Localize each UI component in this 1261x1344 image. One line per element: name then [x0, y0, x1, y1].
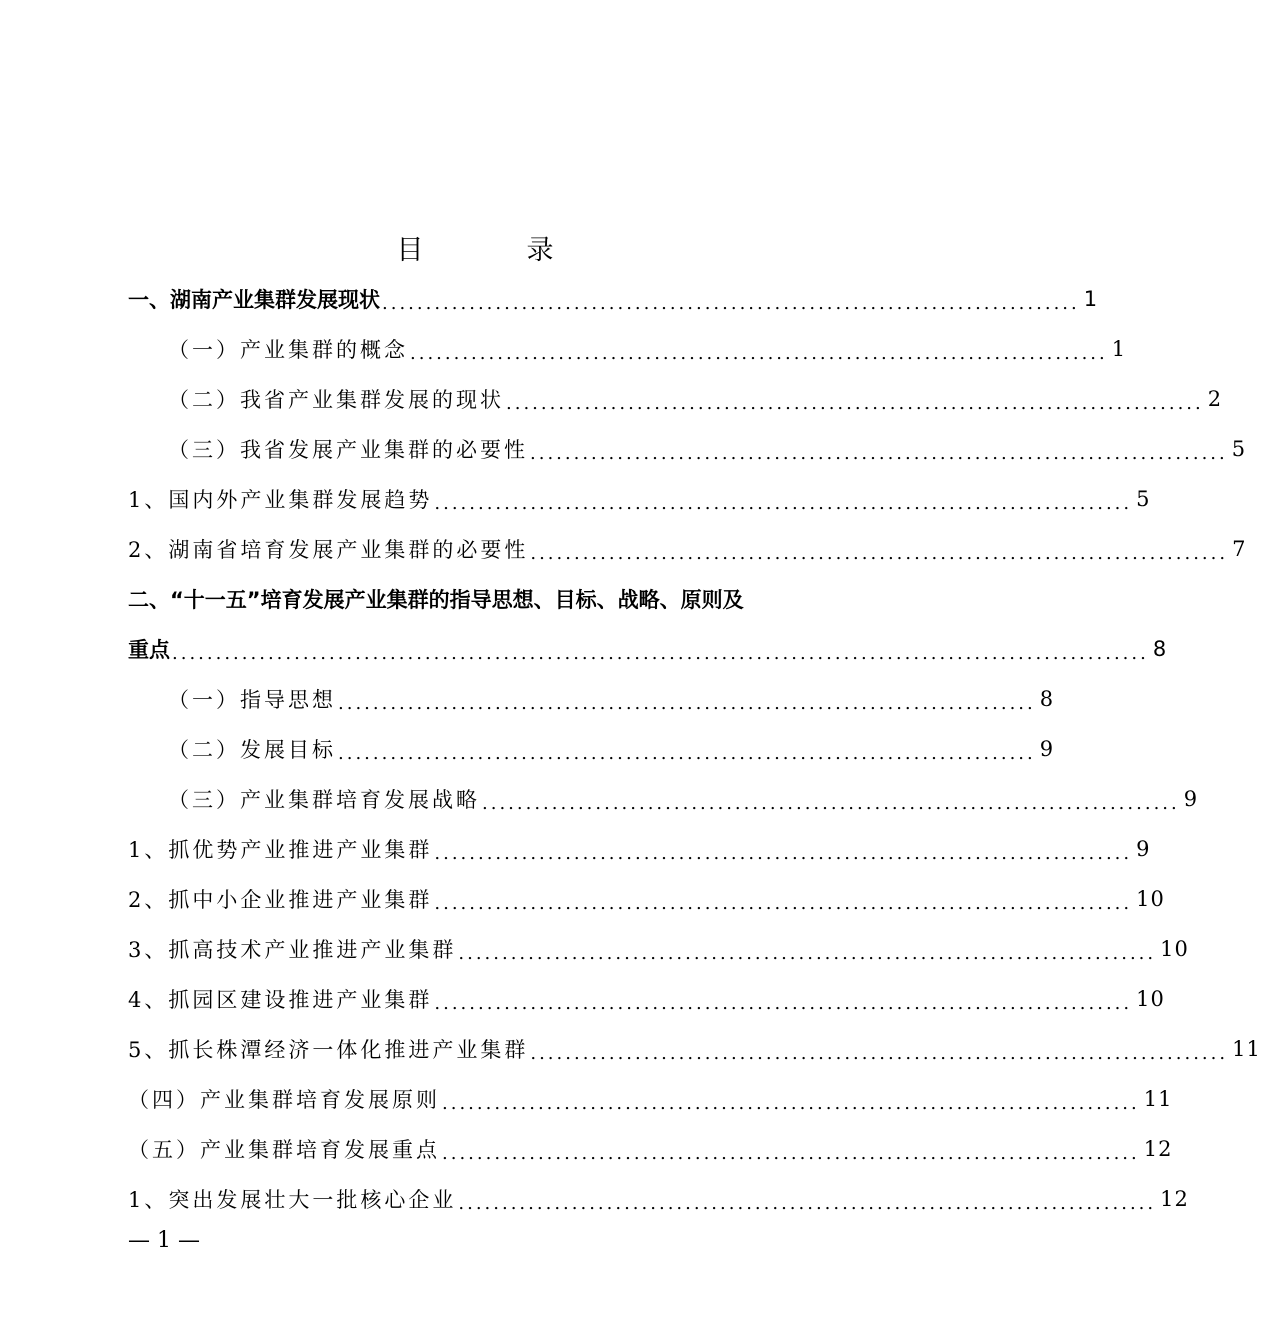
toc-leader-dots: ................................................................................ [410, 343, 1108, 364]
toc-entry-page: 11 [1143, 1087, 1173, 1111]
toc-leader-dots: ................................................................................ [338, 693, 1036, 714]
toc-entry-page: 12 [1160, 1187, 1189, 1211]
toc-entry-text: 2、抓中小企业推进产业集群 [128, 888, 433, 912]
toc-entry-text: （三）产业集群培育发展战略 [168, 788, 480, 812]
toc-entry-page: 8 [1039, 687, 1055, 711]
toc-entry-page: 12 [1143, 1137, 1173, 1161]
toc-entry-text: （一）指导思想 [168, 688, 336, 712]
toc-entry[interactable] [128, 474, 1151, 524]
toc-entry[interactable] [128, 924, 1189, 974]
toc-entry-text: 1、抓优势产业推进产业集群 [128, 838, 433, 862]
toc-leader-dots: ................................................................................ [434, 843, 1133, 864]
toc-entry-page: 10 [1160, 937, 1189, 961]
toc-entry-page: 2 [1207, 387, 1223, 411]
toc-entry[interactable] [128, 1174, 1189, 1224]
toc-entry-text: （五）产业集群培育发展重点 [128, 1138, 440, 1162]
toc-entry-page: 11 [1232, 1037, 1261, 1061]
toc-entry[interactable] [128, 974, 1165, 1024]
page-number-footer: — 1 — [128, 1228, 200, 1253]
toc-entry-text: （二）我省产业集群发展的现状 [168, 388, 504, 412]
toc-entry-page: 1 [1111, 337, 1127, 361]
toc-entry[interactable] [128, 774, 1199, 824]
toc-entry[interactable] [128, 424, 1247, 474]
toc-entry-text: 3、抓高技术产业推进产业集群 [128, 938, 457, 962]
toc-entry-page: 10 [1136, 987, 1165, 1011]
toc-entry-text: 4、抓园区建设推进产业集群 [128, 988, 433, 1012]
toc-leader-dots: ................................................................................ [530, 1043, 1229, 1064]
toc-entry-page: 7 [1232, 537, 1247, 561]
toc-entry[interactable] [128, 524, 1247, 574]
toc-entry[interactable] [128, 624, 1168, 674]
toc-entry-page: 8 [1152, 637, 1168, 661]
toc-leader-dots: ................................................................................ [530, 543, 1229, 564]
toc-leader-dots: ................................................................................ [458, 943, 1157, 964]
toc-entry-text: 二、“十一五”培育发展产业集群的指导思想、目标、战略、原则及 [128, 588, 744, 612]
toc-entry[interactable] [128, 274, 1099, 324]
toc-leader-dots: ................................................................................ [434, 993, 1133, 1014]
toc-title: 目 录 [396, 235, 592, 266]
toc-leader-dots: ................................................................................ [530, 443, 1228, 464]
toc-entry-text: 一、湖南产业集群发展现状 [128, 288, 380, 312]
toc-entry[interactable] [128, 574, 790, 624]
toc-leader-dots: ................................................................................ [382, 293, 1080, 314]
toc-leader-dots: ................................................................................ [482, 793, 1180, 814]
toc-leader-dots: ................................................................................ [338, 743, 1036, 764]
toc-entry[interactable] [128, 1024, 1261, 1074]
toc-entry[interactable] [128, 324, 1127, 374]
toc-leader-dots: ................................................................................ [434, 893, 1133, 914]
toc-entry-text: 重点 [128, 638, 170, 662]
toc-entry-text: 2、湖南省培育发展产业集群的必要性 [128, 538, 529, 562]
toc-entry[interactable] [128, 1074, 1173, 1124]
toc-entry-text: 1、突出发展壮大一批核心企业 [128, 1188, 457, 1212]
toc-leader-dots: ................................................................................ [434, 493, 1133, 514]
table-of-contents [128, 274, 1261, 1224]
toc-entry-text: （二）发展目标 [168, 738, 336, 762]
toc-entry-page: 5 [1231, 437, 1247, 461]
toc-entry-page: 5 [1136, 487, 1151, 511]
toc-leader-dots: ................................................................................ [442, 1143, 1140, 1164]
toc-leader-dots: ................................................................................ [442, 1093, 1140, 1114]
toc-entry[interactable] [128, 374, 1223, 424]
toc-leader-dots: ................................................................................ [506, 393, 1204, 414]
toc-entry[interactable] [128, 874, 1165, 924]
toc-entry[interactable] [128, 674, 1055, 724]
toc-entry-page: 1 [1083, 287, 1099, 311]
toc-entry-text: （一）产业集群的概念 [168, 338, 408, 362]
toc-entry-page: 9 [1039, 737, 1055, 761]
toc-entry-text: 1、国内外产业集群发展趋势 [128, 488, 433, 512]
toc-entry-text: 5、抓长株潭经济一体化推进产业集群 [128, 1038, 529, 1062]
toc-entry-text: （三）我省发展产业集群的必要性 [168, 438, 528, 462]
toc-leader-dots: ................................................................................ [458, 1193, 1157, 1214]
toc-leader-dots: ................................................................................................................ [172, 643, 1149, 664]
toc-entry-page: 9 [1136, 837, 1151, 861]
toc-entry[interactable] [128, 724, 1055, 774]
toc-entry-text: （四）产业集群培育发展原则 [128, 1088, 440, 1112]
toc-entry-page: 9 [1183, 787, 1199, 811]
toc-entry-page: 10 [1136, 887, 1165, 911]
toc-entry[interactable] [128, 824, 1151, 874]
toc-entry[interactable] [128, 1124, 1173, 1174]
